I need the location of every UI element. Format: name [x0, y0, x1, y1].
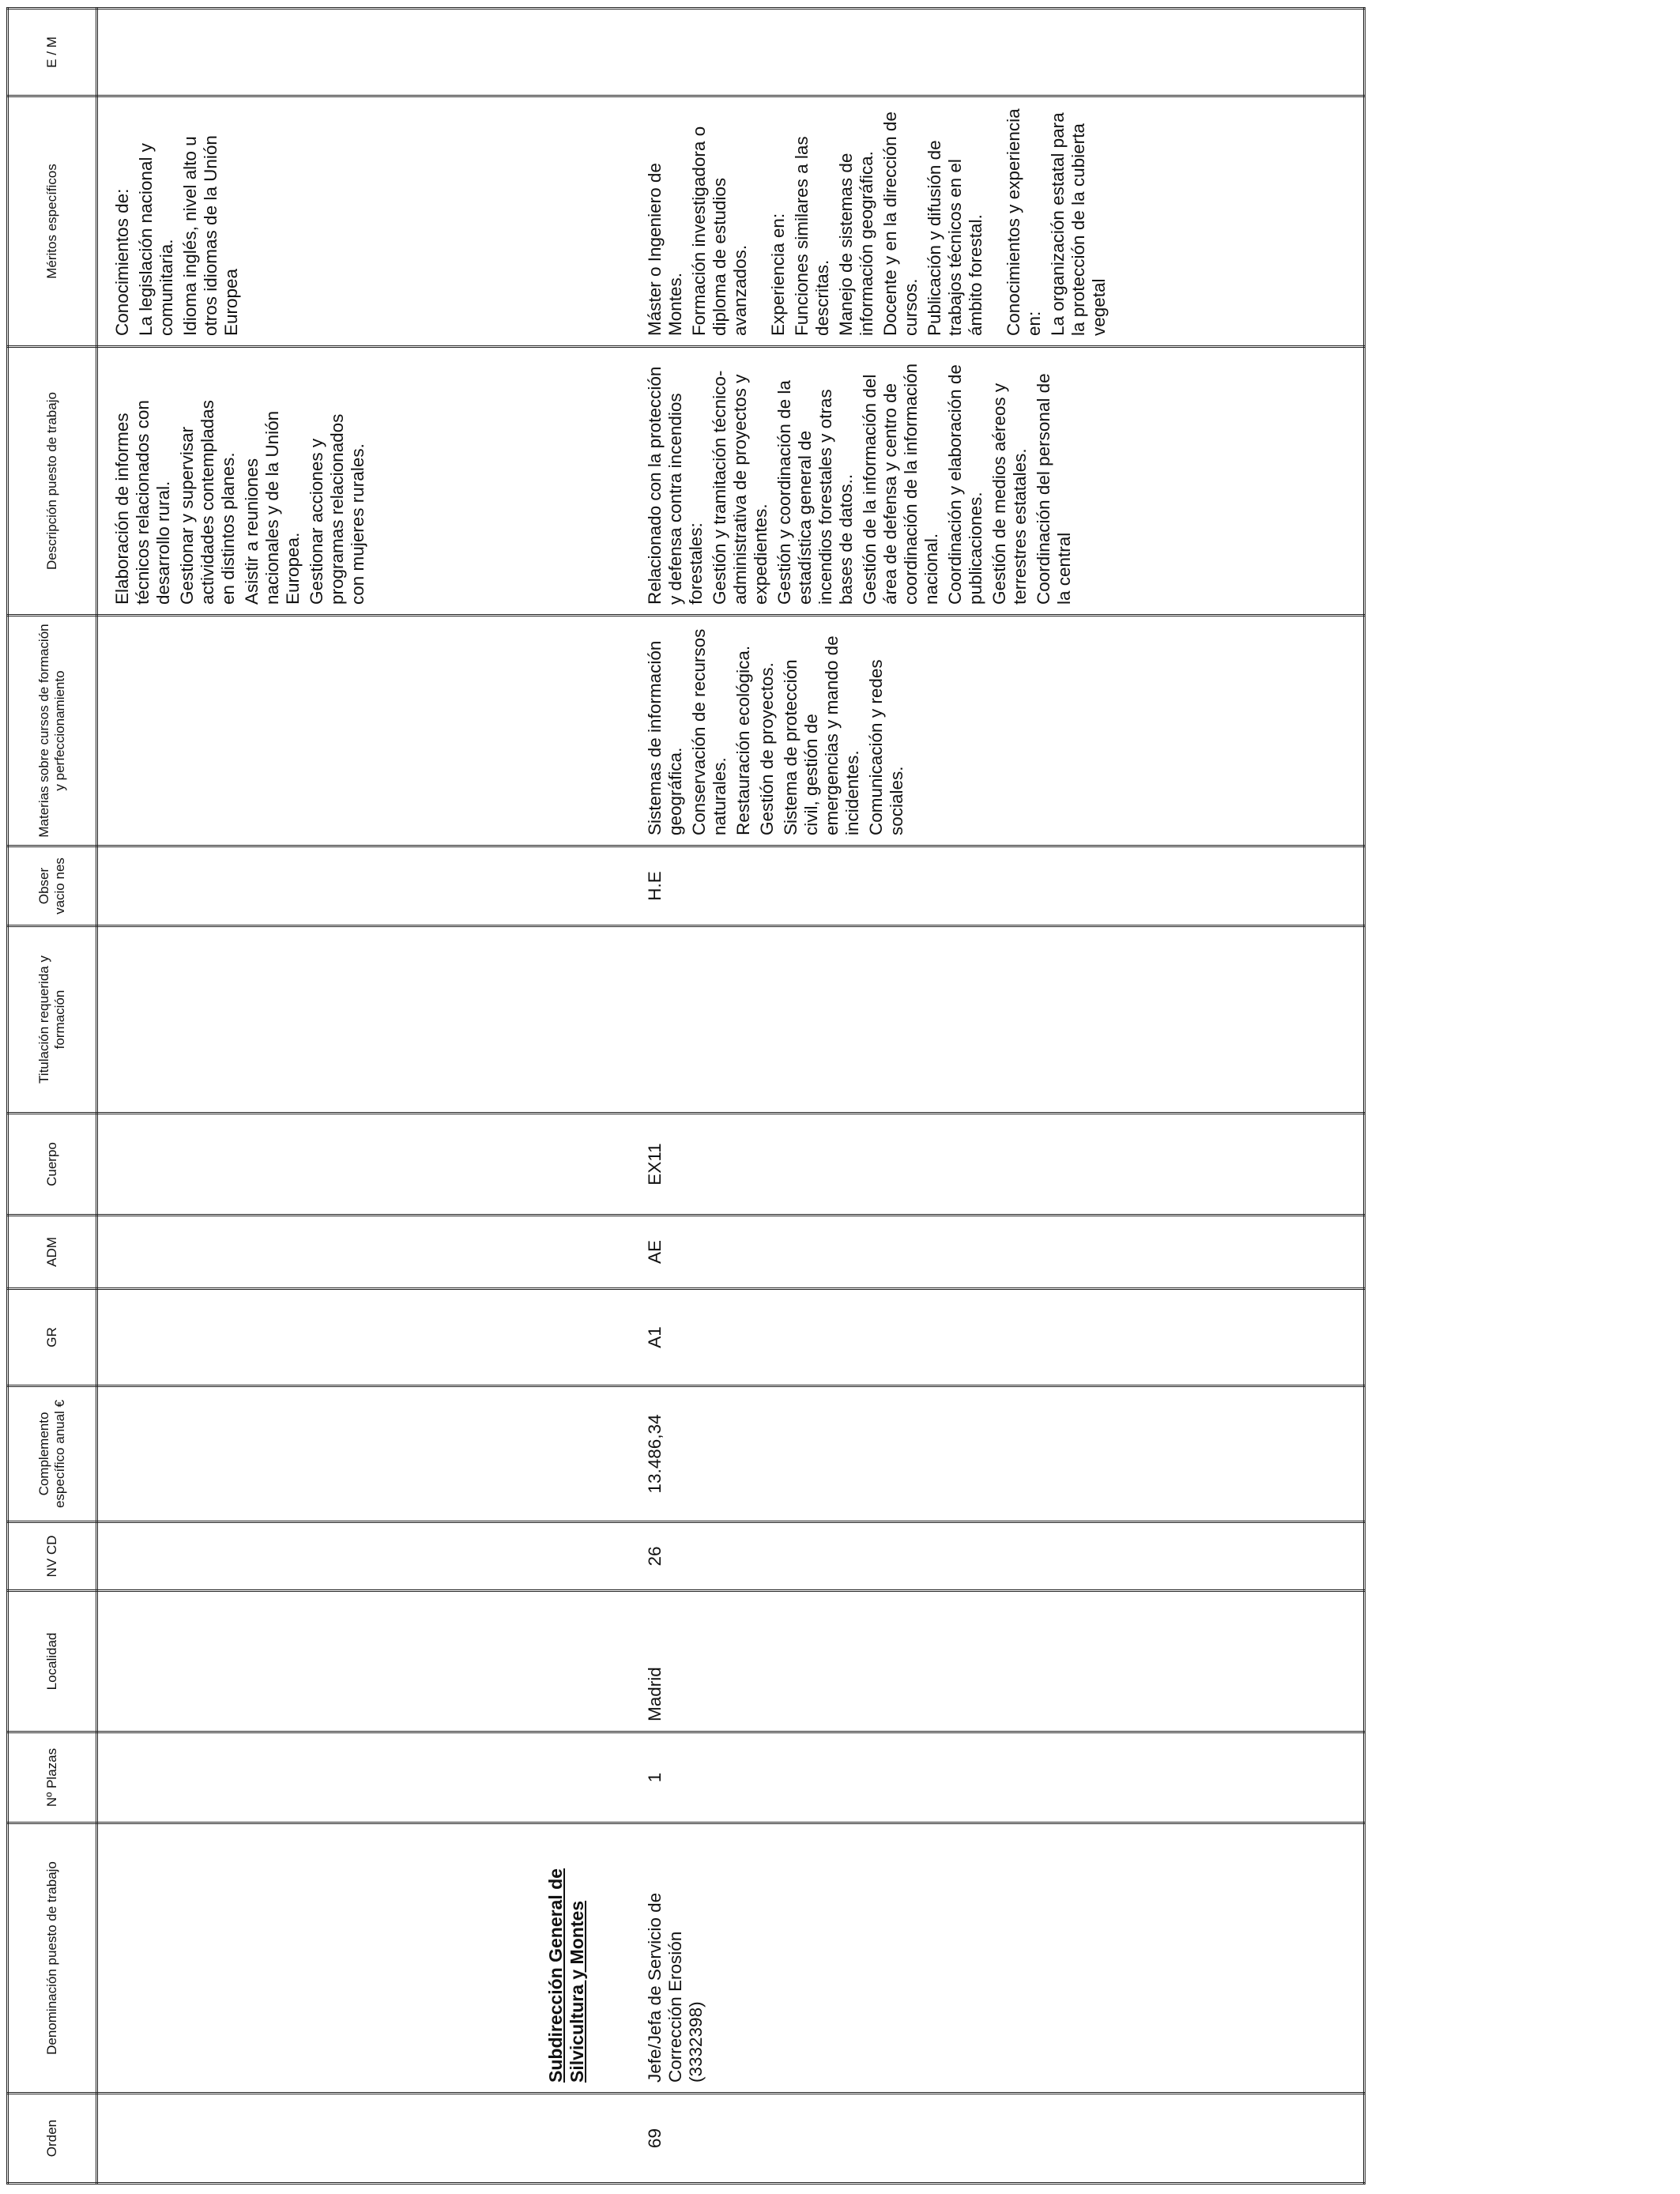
denominacion-line: (3332398) [686, 2001, 706, 2083]
orden-value: 69 [645, 2128, 665, 2149]
cell-plazas [97, 1732, 1365, 1823]
header-orden: Orden [8, 2094, 97, 2184]
list-item: Sistemas de información geográfica. [645, 640, 685, 835]
cell-descripcion [97, 347, 1365, 616]
header-em: E / M [8, 9, 97, 96]
header-row [8, 9, 97, 2184]
header-nvcd: NV CD [8, 1522, 97, 1591]
header-adm: ADM [8, 1216, 97, 1289]
list-item: Gestión de medios aéreos y terrestres estatales. [989, 383, 1030, 605]
plazas-value: 1 [645, 1772, 665, 1783]
previous-meritos [112, 105, 245, 336]
cuerpo-value: EX11 [645, 1143, 665, 1186]
list-item: Coordinación y elaboración de publicaciones. [945, 364, 985, 605]
header-denominacion: Denominación puesto de trabajo [8, 1823, 97, 2094]
list-item: Asistir a reuniones nacionales y de la Unión Europea. [242, 410, 303, 605]
complemento-value: 13.486,34 [645, 1414, 665, 1494]
localidad-value: Madrid [645, 1667, 665, 1721]
list-item: Idioma inglés, nivel alto u otros idiomas de la Unión Europea [180, 135, 241, 336]
denominacion-line: Corrección Erosión [665, 1931, 685, 2083]
materias-list [645, 624, 910, 835]
list-item: Conservación de recursos naturales. [689, 628, 729, 835]
header-gr: GR [8, 1289, 97, 1386]
list-item: La organización estatal para la protección de la cubierta vegetal [1048, 112, 1109, 336]
meritos-list [645, 105, 1113, 336]
cell-orden [97, 2094, 1365, 2184]
header-materias: Materias sobre cursos de formación y perfeccionamiento [8, 616, 97, 846]
header-cuerpo: Cuerpo [8, 1114, 97, 1216]
list-item: Experiencia en: [768, 213, 788, 336]
cell-localidad [97, 1591, 1365, 1732]
list-item: Elaboración de informes técnicos relacionados con desarrollo rural. [112, 400, 173, 605]
section-heading [545, 1827, 588, 2083]
cell-em [97, 9, 1365, 96]
cell-adm [97, 1216, 1365, 1289]
cell-nvcd [97, 1522, 1365, 1591]
adm-value: AE [645, 1240, 665, 1265]
header-titulacion: Titulación requerida y formación [8, 926, 97, 1114]
list-item: Conocimientos y experiencia en: [1004, 108, 1044, 336]
header-meritos: Méritos específicos [8, 96, 97, 347]
list-item: Relacionado con la protección y defensa contra incendios forestales: [645, 366, 706, 605]
denominacion-value [645, 1827, 706, 2083]
list-item: Formación investigadora o diploma de estudios avanzados. [689, 126, 750, 336]
descripcion-list [645, 356, 1078, 605]
list-item: Manejo de sistemas de información geográfica. [836, 151, 876, 336]
list-item: Máster o Ingeniero de Montes. [645, 163, 685, 336]
cell-cuerpo [97, 1114, 1365, 1216]
list-item: Docente y en la dirección de cursos. [880, 111, 921, 336]
section-title-line2: Silvicultura y Montes [567, 1900, 587, 2083]
section-title-line1: Subdirección General de [545, 1868, 566, 2083]
previous-descripcion [112, 395, 371, 605]
observaciones-value: H.E [645, 871, 665, 901]
list-item: La legislación nacional y comunitaria. [136, 143, 176, 336]
list-item: Gestión y coordinación de la estadística general de incendios forestales y otras bases de datos.. [774, 380, 856, 605]
list-item: Sistema de protección civil, gestión de emergencias y mando de incidentes. [781, 635, 862, 835]
header-localidad: Localidad [8, 1591, 97, 1732]
cell-titulacion [97, 926, 1365, 1114]
list-item: Gestión de proyectos. [757, 662, 777, 835]
nvcd-value: 26 [645, 1546, 665, 1566]
cell-gr [97, 1289, 1365, 1386]
cell-observaciones [97, 846, 1365, 926]
header-descripcion: Descripción puesto de trabajo [8, 347, 97, 616]
denominacion-line: Jefe/Jefa de Servicio de [645, 1892, 665, 2083]
cell-materias [97, 616, 1365, 846]
positions-table [6, 7, 1365, 2185]
header-observaciones: Obser vacio nes [8, 846, 97, 926]
gr-value: A1 [645, 1326, 665, 1348]
list-item: Funciones similares a las descritas. [792, 136, 832, 336]
list-item: Gestión de la información del área de defensa y centro de coordinación de la información nacional. [860, 363, 941, 605]
list-item: Gestionar acciones y programas relacionados con mujeres rurales. [307, 413, 367, 605]
header-plazas: Nº Plazas [8, 1732, 97, 1823]
cell-denominacion [97, 1823, 1365, 2094]
list-item: Gestionar y supervisar actividades contempladas en distintos planes. [177, 400, 238, 605]
list-item: Conocimientos de: [112, 188, 132, 336]
header-complemento: Complemento específico anual € [8, 1386, 97, 1522]
list-item: Coordinación del personal de la central [1034, 373, 1074, 605]
list-item: Comunicación y redes sociales. [866, 659, 906, 835]
list-item: Publicación y difusión de trabajos técnicos en el ámbito forestal. [925, 140, 985, 336]
list-item: Gestión y tramitación técnico-administrativa de proyectos y expedientes. [710, 370, 770, 605]
cell-complemento [97, 1386, 1365, 1522]
table-row [97, 9, 1365, 2184]
list-item: Restauración ecológica. [733, 645, 753, 835]
cell-meritos [97, 96, 1365, 347]
